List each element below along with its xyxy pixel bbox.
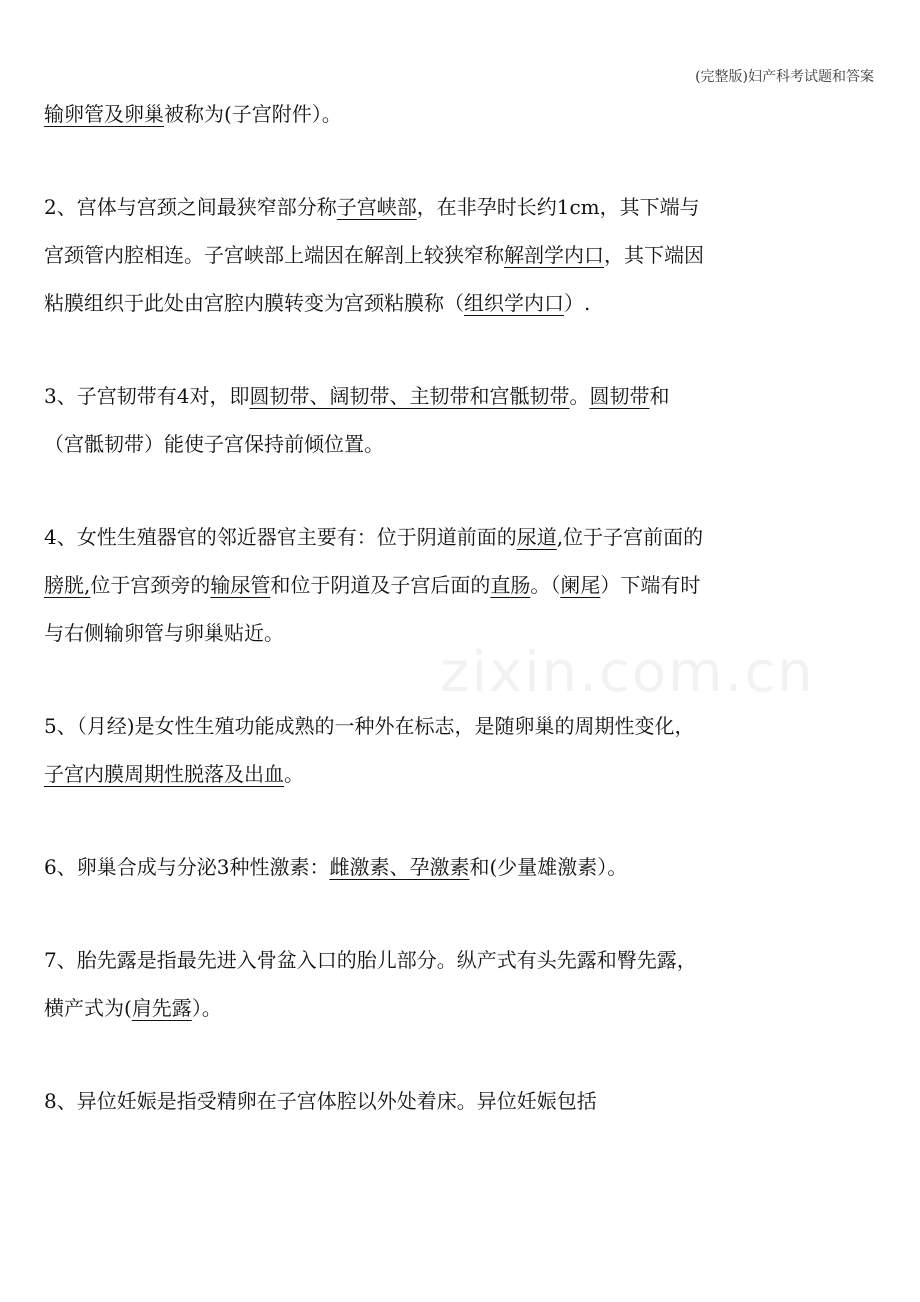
text-run: 7、胎先露是指最先进入骨盆入口的胎儿部分。纵产式有头先露和臀先露，横产式为( (44, 948, 697, 1020)
text-run: 。 (569, 384, 590, 408)
text-run: 。 (284, 762, 304, 786)
answer-underline: 输卵管及卵巢 (44, 102, 164, 126)
answer-underline: 直肠 (490, 573, 531, 597)
answer-underline: 输尿管 (210, 573, 271, 597)
answer-underline: 组织学内口 (464, 291, 564, 315)
text-run: 。（ (530, 573, 561, 597)
text-run: 3、子宫韧带有4对，即 (44, 384, 250, 408)
text-run: 8、异位妊娠是指受精卵在子宫体腔以外处着床。异位妊娠包括 (44, 1089, 597, 1113)
text-run: 和位于阴道及子宫后面的 (270, 573, 491, 597)
answer-underline: 解剖学内口 (504, 243, 604, 267)
paragraph-6 (44, 843, 704, 891)
answer-underline: 子宫峡部 (336, 195, 417, 219)
answer-underline: 膀胱, (44, 573, 91, 597)
text-run: 2、宫体与宫颈之间最狭窄部分称 (44, 195, 337, 219)
text-run: ）下端有时与右侧输卵管与卵巢贴近。 (44, 573, 701, 645)
paragraph-2 (44, 183, 704, 327)
answer-underline: 圆韧带 (589, 384, 650, 408)
paragraph-7 (44, 936, 704, 1032)
text-run: 和(少量雄激素）。 (469, 855, 628, 879)
answer-underline: 肩先露 (131, 996, 192, 1020)
answer-underline: 阑尾 (560, 573, 601, 597)
document-body (44, 90, 704, 1125)
paragraph-5 (44, 702, 704, 798)
text-run: 5、（月经)是女性生殖功能成熟的一种外在标志，是随卵巢的周期性变化， (44, 714, 695, 738)
answer-underline: 尿道 (516, 525, 557, 549)
paragraph-4 (44, 513, 704, 657)
paragraph-8 (44, 1077, 704, 1125)
text-run: 6、卵巢合成与分泌3种性激素： (44, 855, 330, 879)
text-run: ）. (564, 291, 591, 315)
text-run: 和（宫骶韧带）能使子宫保持前倾位置。 (44, 384, 670, 456)
answer-underline: 雌激素、孕激素 (329, 855, 470, 879)
answer-underline: 圆韧带、阔韧带、主韧带和宫骶韧带 (249, 384, 570, 408)
text-run: ，在非孕时长约1cm，其下端与宫颈管内腔相连。子宫峡部上端因在解剖上较狭窄称 (44, 195, 700, 267)
watermark: zixin.com.cn (440, 640, 815, 705)
text-run: 被称为(子宫附件）。 (164, 102, 342, 126)
paragraph-1 (44, 90, 704, 138)
text-run: ,位于子宫前面的 (556, 525, 704, 549)
page-header-title: (完整版)妇产科考试题和答案 (695, 69, 874, 85)
text-run: 位于宫颈旁的 (90, 573, 211, 597)
text-run: ，其下端因粘膜组织于此处由宫腔内膜转变为宫颈粘膜称（ (44, 243, 704, 315)
text-run: ）。 (191, 996, 222, 1020)
paragraph-3 (44, 372, 704, 468)
text-run: 4、女性生殖器官的邻近器官主要有：位于阴道前面的 (44, 525, 517, 549)
answer-underline: 子宫内膜周期性脱落及出血 (44, 762, 284, 786)
